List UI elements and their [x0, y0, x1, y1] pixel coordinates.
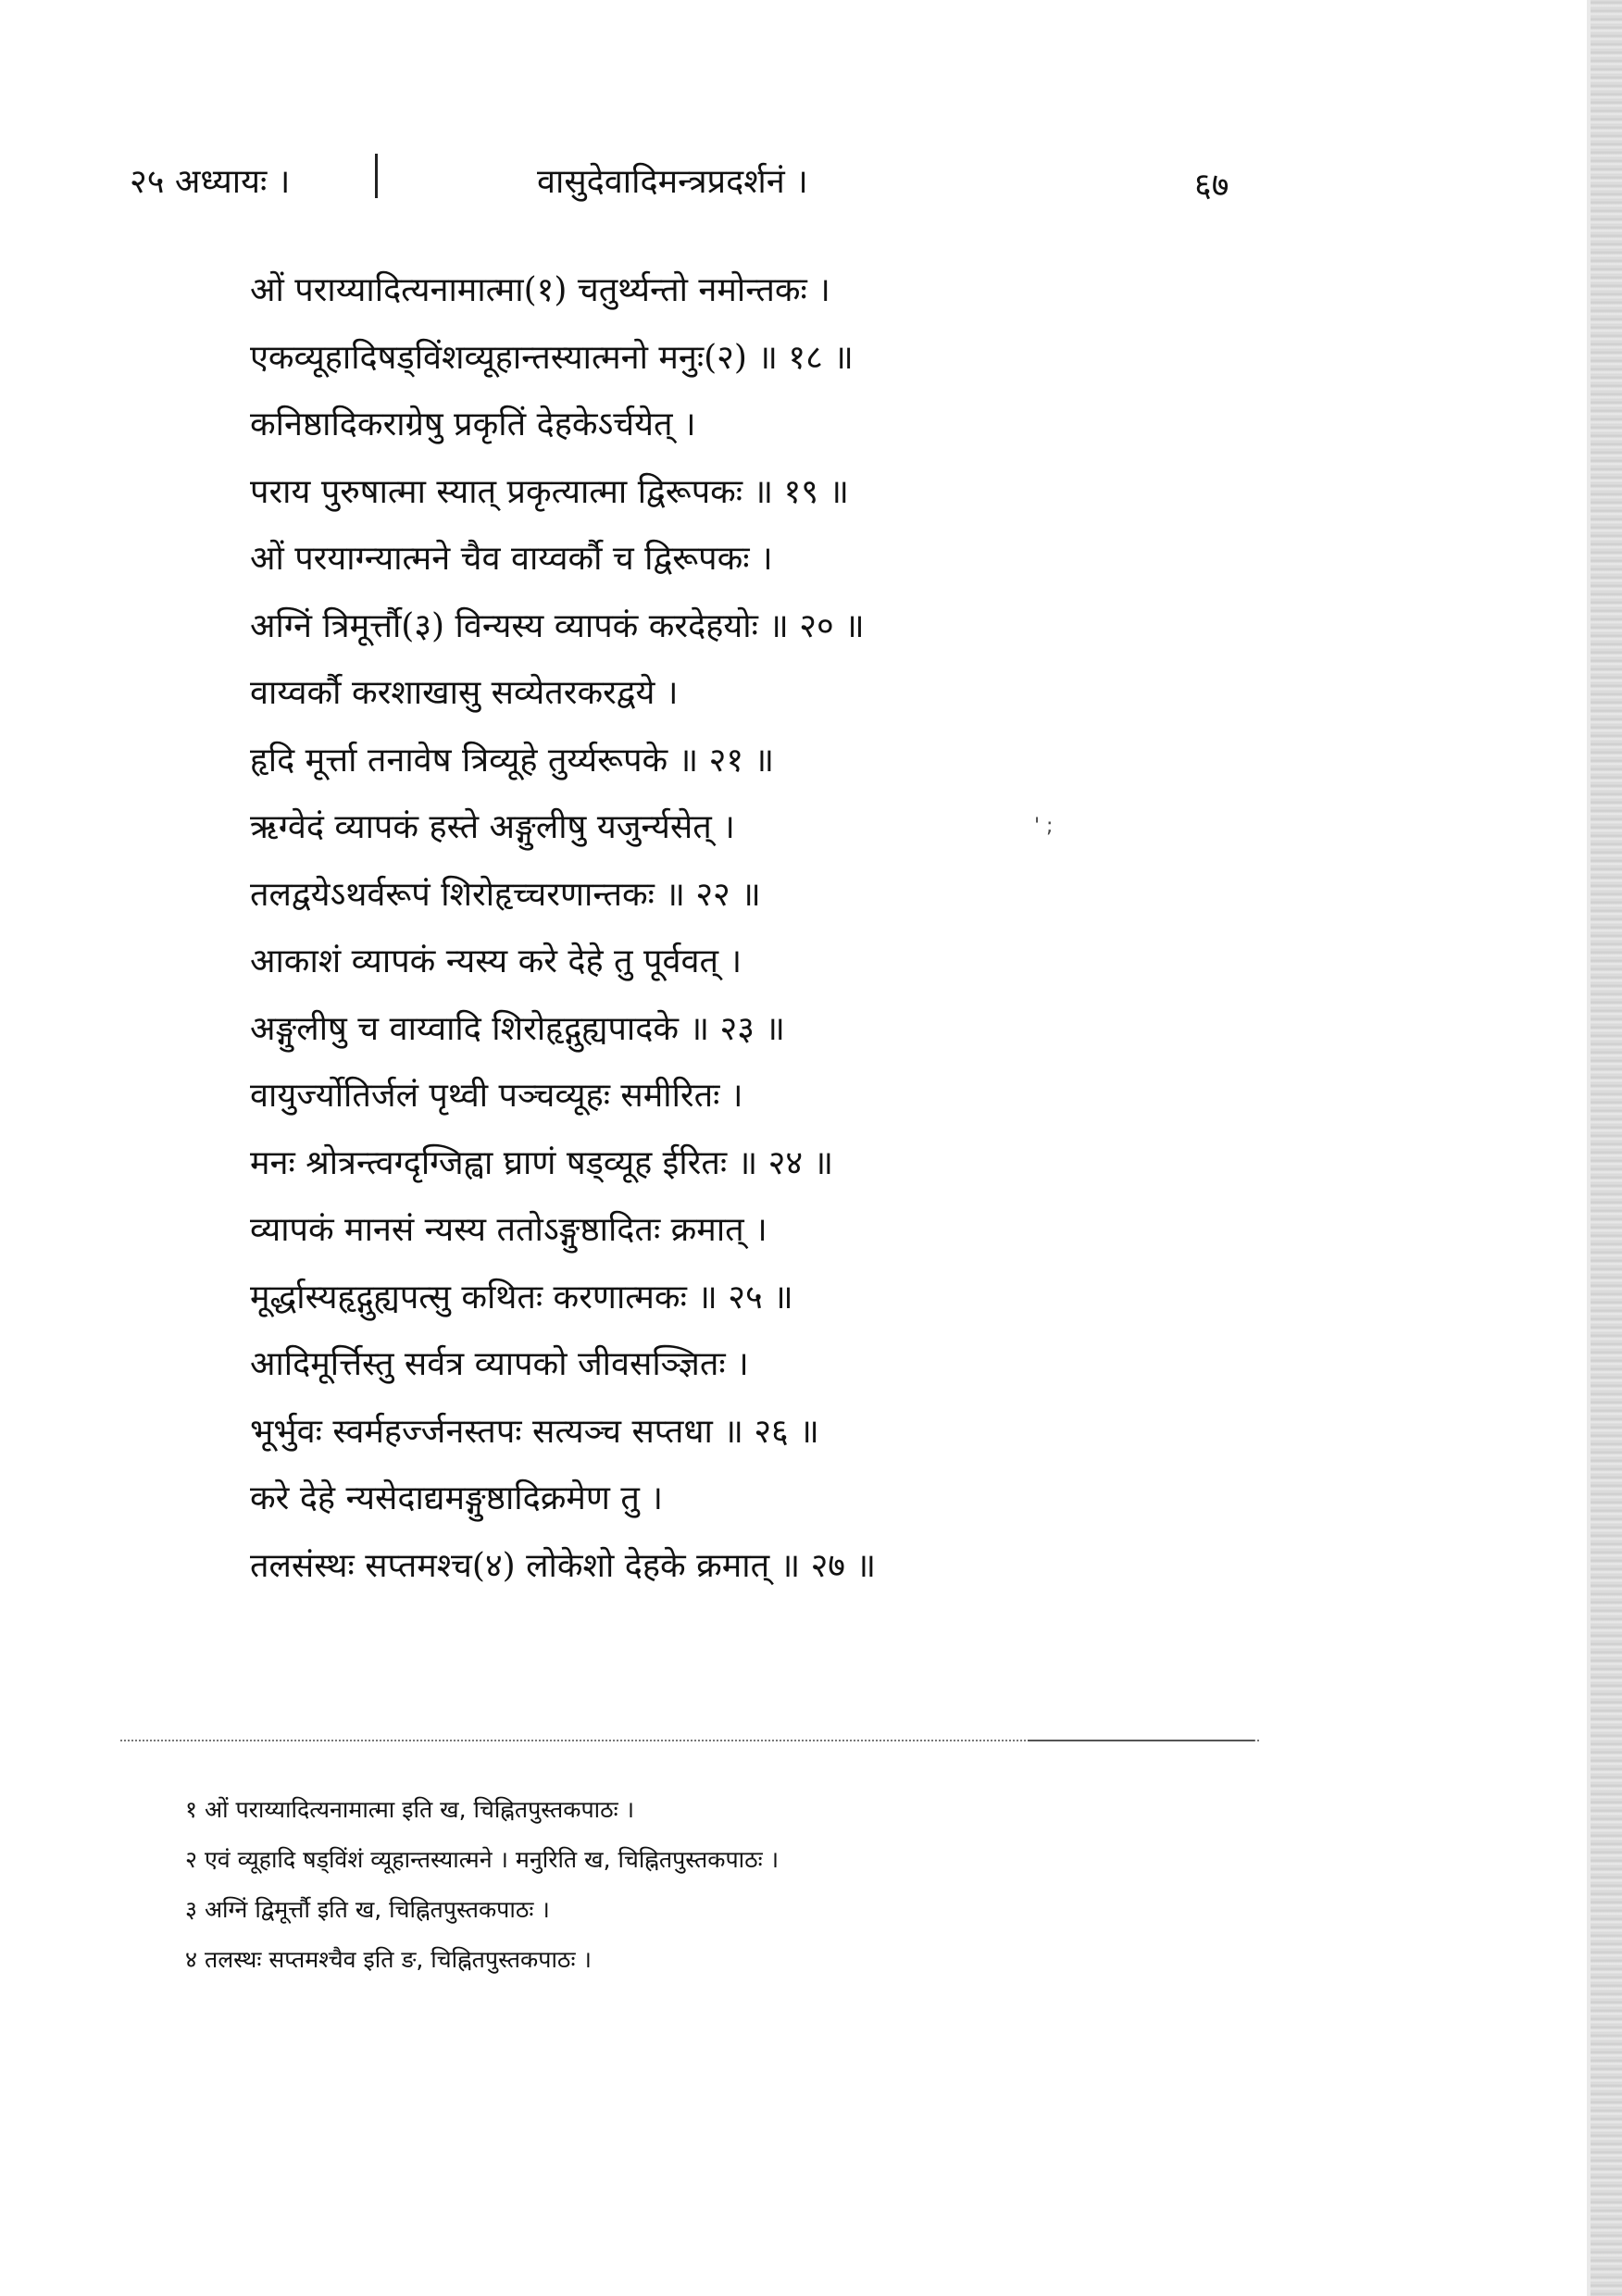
- verse-line: एकव्यूहादिषड्विंशव्यूहान्तस्यात्मनो मनुः(२) ॥ १८ ॥: [250, 338, 854, 377]
- verse-line: वायुर्ज्योतिर्जलं पृथ्वी पञ्चव्यूहः समीरितः ।: [250, 1077, 743, 1115]
- verse-line: पराय पुरुषात्मा स्यात् प्रकृत्यात्मा द्विरूपकः ॥ १९ ॥: [250, 472, 849, 511]
- verse-line: ओं परयाग्न्यात्मने चैव वाय्वर्कौ च द्विरूपकः ।: [250, 540, 773, 578]
- header-divider: [375, 154, 378, 198]
- page-header: [130, 148, 1241, 213]
- verse-line: आदिमूर्त्तिस्तु सर्वत्र व्यापको जीवसञ्ज्ञितः ।: [250, 1345, 749, 1383]
- scan-speck: ' ;: [1034, 815, 1054, 838]
- footnote: १ ओं पराय्यादित्यनामात्मा इति ख, चिह्नितपुस्तकपाठः ।: [185, 1796, 635, 1823]
- verse-line: अङ्गुलीषु च वाय्वादि शिरोहृद्गुह्यपादके ॥ २३ ॥: [250, 1009, 785, 1048]
- verse-line: आकाशं व्यापकं न्यस्य करे देहे तु पूर्ववत् ।: [250, 942, 742, 980]
- footnote: २ एवं व्यूहादि षड्विंशं व्यूहान्तस्यात्मने । मनुरिति ख, चिह्नितपुस्तकपाठः ।: [185, 1846, 780, 1873]
- verse-line: तलसंस्थः सप्तमश्च(४) लोकेशो देहके क्रमात् ॥ २७ ॥: [250, 1546, 877, 1585]
- scan-edge: [1591, 0, 1622, 2296]
- page-number: ६७: [1194, 167, 1229, 205]
- verse-line: भूर्भुवः स्वर्महर्ज्जनस्तपः सत्यञ्च सप्तधा ॥ २६ ॥: [250, 1412, 819, 1451]
- footnote: ३ अग्निं द्विमूर्त्तौ इति ख, चिह्नितपुस्तकपाठः ।: [185, 1896, 550, 1923]
- verse-line: ऋग्वेदं व्यापकं हस्ते अङ्गुलीषु यजुर्न्यसेत् ।: [250, 808, 735, 846]
- verse-line: अग्निं त्रिमूर्त्तौ(३) विन्यस्य व्यापकं करदेहयोः ॥ २० ॥: [250, 606, 865, 645]
- footnotes: [185, 1785, 1250, 1985]
- verse-line: व्यापकं मानसं न्यस्य ततोऽङ्गुष्ठादितः क्रमात् ।: [250, 1211, 767, 1249]
- verse-line: हृदि मूर्त्ता तनावेष त्रिव्यूहे तुर्य्यरूपके ॥ २१ ॥: [250, 741, 775, 780]
- verse-line: मनः श्रोत्रन्त्वग्दृग्जिह्वा घ्राणं षड्व्यूह ईरितः ॥ २४ ॥: [250, 1143, 834, 1182]
- verse-line: मूर्द्धास्यहृद्गुह्यपत्सु कथितः करणात्मकः ॥ २५ ॥: [250, 1278, 793, 1316]
- running-title: वासुदेवादिमन्त्रप्रदर्शनं ।: [537, 163, 808, 201]
- verse-line: तलद्वयेऽथर्वरूपं शिरोहृच्चरणान्तकः ॥ २२ ॥: [250, 875, 761, 914]
- verse-line: करे देहे न्यसेदाद्यमङ्गुष्ठादिक्रमेण तु ।: [250, 1479, 663, 1517]
- verse-line: वाय्वर्कौ करशाखासु सव्येतरकरद्वये ।: [250, 674, 679, 712]
- verse-line: कनिष्ठादिकराग्रेषु प्रकृतिं देहकेऽर्चयेत् ।: [250, 406, 696, 443]
- footnote-rule-solid: [1028, 1740, 1254, 1741]
- verse-line: ओं पराय्यादित्यनामात्मा(१) चतुर्थ्यन्तो नमोन्तकः ।: [250, 271, 830, 309]
- chapter-label: २५ अध्यायः ।: [130, 163, 291, 201]
- footnote: ४ तलस्थः सप्तमश्चैव इति ङ, चिह्नितपुस्तकपाठः ।: [185, 1946, 592, 1973]
- verse-block: [250, 257, 1231, 1600]
